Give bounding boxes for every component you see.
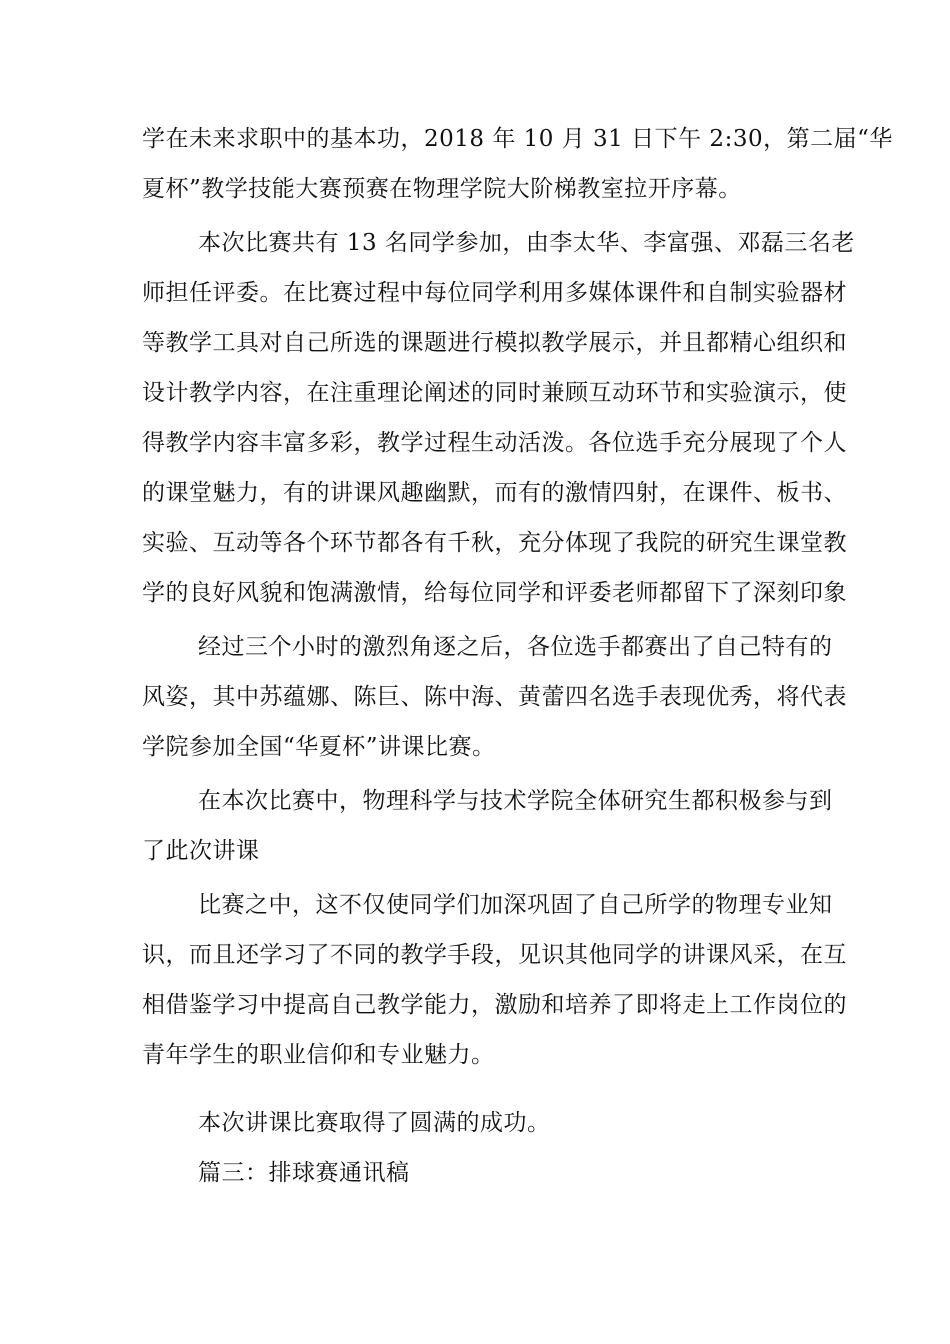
text-line: 设计教学内容，在注重理论阐述的同时兼顾互动环节和实验演示，使: [142, 380, 847, 406]
text-line: 的课堂魅力，有的讲课风趣幽默，而有的激情四射，在课件、板书、: [142, 480, 847, 506]
paragraph-3: [142, 622, 847, 772]
text-line: 夏杯”教学技能大赛预赛在物理学院大阶梯教室拉开序幕。: [142, 176, 742, 202]
text-line: 风姿，其中苏蕴娜、陈巨、陈中海、黄蕾四名选手表现优秀，将代表: [142, 684, 847, 710]
paragraph-2: [142, 218, 855, 618]
text-line: 本次比赛共有 13 名同学参加，由李太华、李富强、邓磊三名老: [198, 230, 855, 256]
text-line: 了此次讲课: [142, 838, 260, 864]
document-body: [142, 114, 893, 1198]
text-line: 本次讲课比赛取得了圆满的成功。: [198, 1110, 551, 1136]
paragraph-6: [142, 1098, 822, 1148]
text-line: 识，而且还学习了不同的教学手段，见识其他同学的讲课风采，在互: [142, 942, 847, 968]
text-line: 学院参加全国“华夏杯”讲课比赛。: [142, 734, 496, 760]
text-line: 比赛之中，这不仅使同学们加深巩固了自己所学的物理专业知: [198, 892, 833, 918]
text-line: 在本次比赛中，物理科学与技术学院全体研究生都积极参与到: [198, 788, 833, 814]
text-line: 青年学生的职业信仰和专业魅力。: [142, 1042, 495, 1068]
text-line: 学在未来求职中的基本功，2018 年 10 月 31 日下午 2:30，第二届“华: [142, 126, 893, 152]
text-line: 学的良好风貌和饱满激情，给每位同学和评委老师都留下了深刻印象: [142, 580, 847, 606]
text-line: 师担任评委。在比赛过程中每位同学利用多媒体课件和自制实验器材: [142, 280, 847, 306]
paragraph-1: [142, 114, 893, 214]
text-line: 得教学内容丰富多彩，教学过程生动活泼。各位选手充分展现了个人: [142, 430, 847, 456]
text-line: 篇三：排球赛通讯稿: [198, 1160, 410, 1186]
text-line: 经过三个小时的激烈角逐之后，各位选手都赛出了自己特有的: [198, 634, 833, 660]
paragraph-5: [142, 880, 847, 1080]
text-line: 相借鉴学习中提高自己教学能力，激励和培养了即将走上工作岗位的: [142, 992, 847, 1018]
section-heading: [142, 1148, 822, 1198]
paragraph-4: [142, 776, 833, 876]
text-line: 实验、互动等各个环节都各有千秋，充分体现了我院的研究生课堂教: [142, 530, 847, 556]
text-line: 等教学工具对自己所选的课题进行模拟教学展示，并且都精心组织和: [142, 330, 847, 356]
